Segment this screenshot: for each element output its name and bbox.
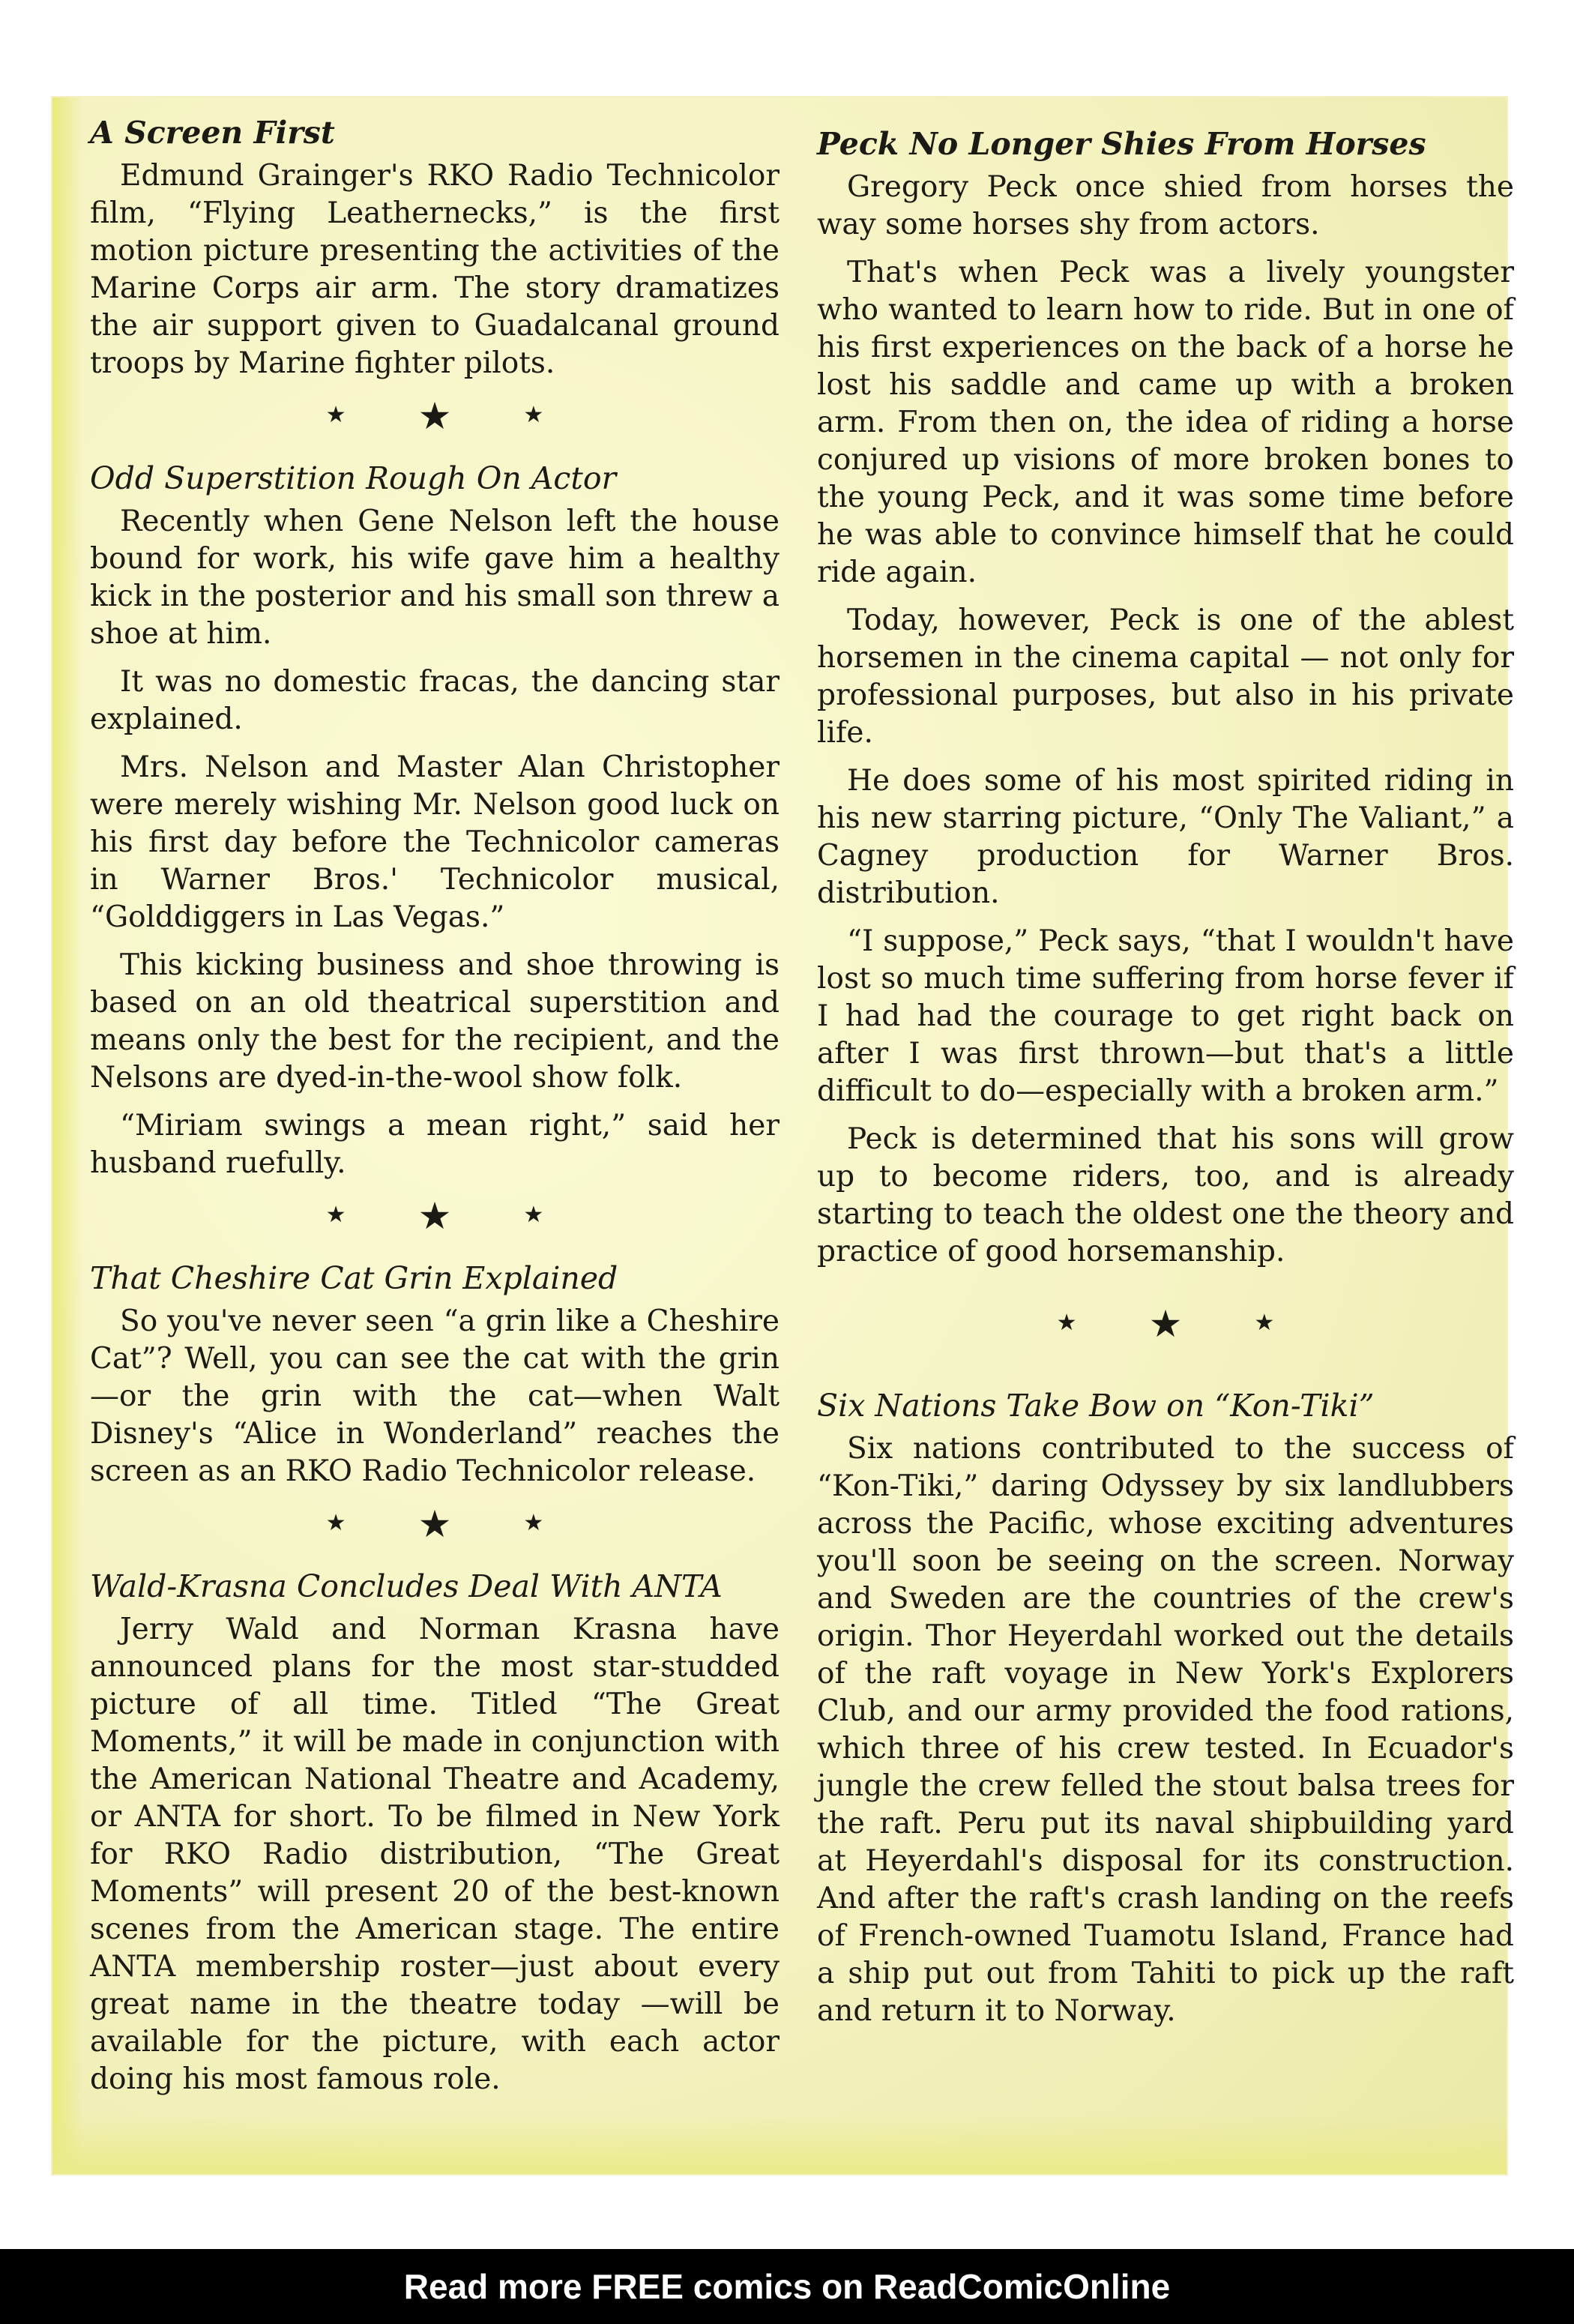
article-headline: That Cheshire Cat Grin Explained [90, 1260, 618, 1296]
article-screen-first [90, 112, 780, 382]
article-cheshire-cat [90, 1258, 780, 1490]
article-paragraph: It was no domestic fracas, the dancing star explained. [90, 665, 780, 736]
article-paragraph: That's when Peck was a lively youngster who wanted to learn how to ride. But in one of his first experiences on the back of a horse he lost his saddle and came up with a broken arm. From then on, the idea of riding a horse conjured up visions of more broken bones to the young Peck, and it was some time before he was able to convince himself that he could ride again. [817, 256, 1514, 589]
article-paragraph: Peck is determined that his sons will grow up to become riders, too, and is already starting to teach the oldest one the theory and practice of good horsemanship. [817, 1122, 1514, 1268]
star-icon: ★ [1056, 1310, 1077, 1336]
star-icon: ★ [1254, 1310, 1275, 1336]
article-wald-krasna [90, 1566, 780, 2098]
star-icon: ★ [417, 1194, 452, 1238]
article-paragraph: Gregory Peck once shied from horses the way some horses shy from actors. [817, 170, 1514, 241]
footer-link[interactable]: Read more FREE comics on ReadComicOnline [403, 2267, 1171, 2306]
article-paragraph: Today, however, Peck is one of the ablest horsemen in the cinema capital — not only for professional purposes, but also in his private life. [817, 603, 1514, 750]
star-icon: ★ [417, 1502, 452, 1546]
star-divider [90, 1193, 780, 1238]
article-odd-superstition [90, 458, 780, 1182]
article-headline: A Screen First [90, 115, 335, 151]
left-column [90, 112, 780, 2109]
article-headline: Peck No Longer Shies From Horses [817, 126, 1426, 162]
article-headline: Six Nations Take Bow on “Kon-Tiki” [817, 1388, 1375, 1424]
article-paragraph: Recently when Gene Nelson left the house bound for work, his wife gave him a healthy kick in the posterior and his small son threw a shoe at him. [90, 505, 780, 651]
spacer [817, 1366, 1514, 1385]
article-headline: Odd Superstition Rough On Actor [90, 460, 617, 496]
paper-stain-left [52, 97, 82, 2174]
article-kon-tiki [817, 1385, 1514, 2030]
article-paragraph: “Miriam swings a mean right,” said her husband ruefully. [90, 1109, 780, 1180]
star-divider [90, 393, 780, 439]
star-icon: ★ [523, 1510, 544, 1536]
article-paragraph: This kicking business and shoe throwing is based on an old theatrical superstition and means only the best for the recipient, and the Nelsons are dyed-in-the-wool show folk. [90, 948, 780, 1095]
article-paragraph: Six nations contributed to the success of “Kon-Tiki,” daring Odyssey by six landlubbers across the Pacific, whose exciting adventures you'll soon be seeing on the screen. Norway and Sweden are the countries of the crew's origin. Thor Heyerdahl worked out the details of the raft voyage in New York's Explorers Club, and our army provided the food rations, which three of his crew tested. In Ecuador's jungle the crew felled the stout balsa trees for the raft. Peru put its naval shipbuilding yard at Heyerdahl's disposal for its construction. And after the raft's crash landing on the reefs of French-owned Tuamotu Island, France had a ship put out from Tahiti to pick up the raft and return it to Norway. [817, 1432, 1514, 2028]
article-paragraph: “I suppose,” Peck says, “that I wouldn't have lost so much time suffering from horse fever if I had had the courage to get right back on after I was first thrown—but that's a little difficult to do—especially with a broken arm.” [817, 924, 1514, 1108]
star-icon: ★ [523, 1202, 544, 1228]
star-icon: ★ [325, 1202, 346, 1228]
article-peck-horses [817, 124, 1514, 1271]
article-paragraph: He does some of his most spirited riding in his new starring picture, “Only The Valiant,” a Cagney production for Warner Bros. distribution. [817, 764, 1514, 910]
paper-stain-bottom [52, 2114, 1507, 2174]
star-icon: ★ [523, 402, 544, 428]
star-divider [90, 1501, 780, 1547]
article-paragraph: Edmund Grainger's RKO Radio Technicolor film, “Flying Leathernecks,” is the first motion picture presenting the activities of the Marine Corps air arm. The story dramatizes the air support given to Guadalcanal ground troops by Marine fighter pilots. [90, 159, 780, 380]
article-paragraph: Jerry Wald and Norman Krasna have announced plans for the most star-studded picture of all time. Titled “The Great Moments,” it will be made in conjunction with the American National Theatre and Academy, or ANTA for short. To be filmed in New York for RKO Radio distribution, “The Great Moments” will present 20 of the best-known scenes from the American stage. The entire ANTA membership roster—just about every great name in the theatre today —will be available for the picture, with each actor doing his most famous role. [90, 1613, 780, 2096]
star-divider [817, 1301, 1514, 1346]
article-headline: Wald-Krasna Concludes Deal With ANTA [90, 1568, 723, 1604]
star-icon: ★ [325, 402, 346, 428]
star-icon: ★ [1148, 1302, 1183, 1346]
article-paragraph: So you've never seen “a grin like a Cheshire Cat”? Well, you can see the cat with the grin—or the grin with the cat—when Walt Disney's “Alice in Wonderland” reaches the screen as an RKO Radio Technicolor release. [90, 1304, 780, 1488]
star-icon: ★ [325, 1510, 346, 1536]
star-icon: ★ [417, 394, 452, 438]
footer-banner[interactable] [0, 2249, 1574, 2324]
article-paragraph: Mrs. Nelson and Master Alan Christopher were merely wishing Mr. Nelson good luck on his first day before the Technicolor cameras in Warner Bros.' Technicolor musical, “Golddiggers in Las Vegas.” [90, 750, 780, 934]
right-column [817, 124, 1514, 2041]
